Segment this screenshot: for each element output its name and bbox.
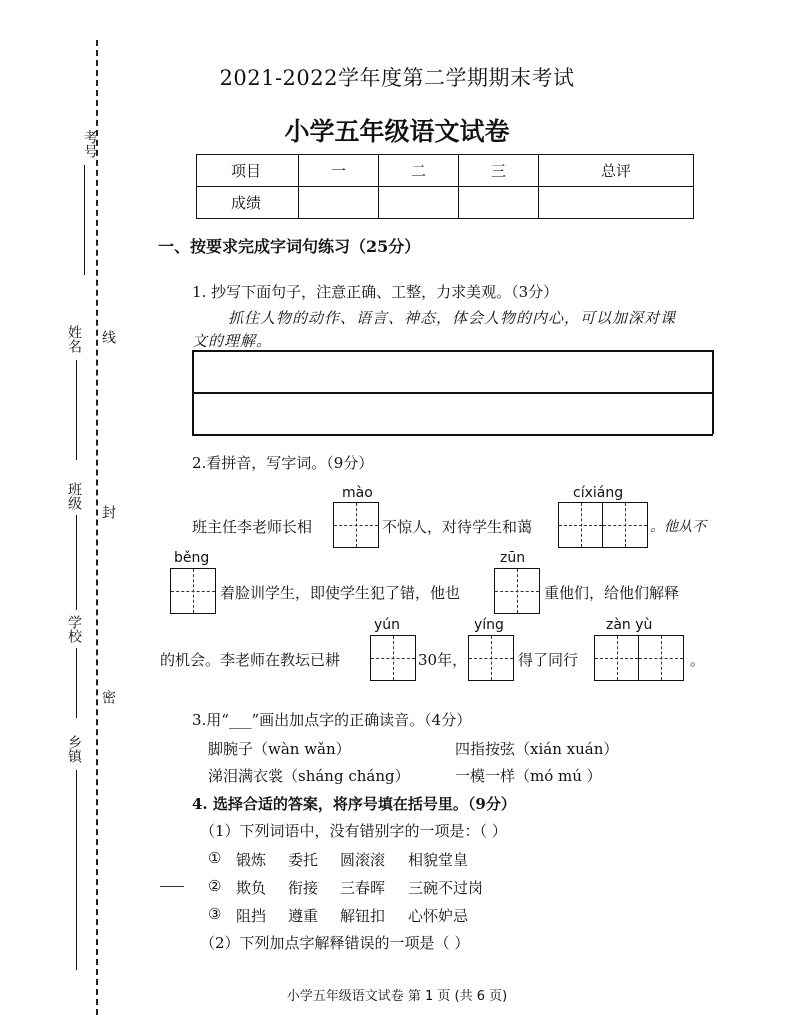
- score-input-cell[interactable]: [539, 187, 694, 219]
- score-table: [196, 154, 694, 219]
- score-input-cell[interactable]: [379, 187, 459, 219]
- q1-sentence-line1: 抓住人物的动作、语言、神态，体会人物的内心，可以加深对课: [228, 309, 677, 327]
- q4-prompt: 4. 选择合适的答案，将序号填在括号里。（9分）: [192, 795, 516, 813]
- section1-heading: 一、按要求完成字词句练习（25分）: [158, 237, 421, 256]
- char-grid-zanyu[interactable]: [594, 635, 684, 681]
- class-label: 班级: [66, 482, 82, 510]
- writing-box-right[interactable]: [712, 350, 714, 434]
- score-table-cell: 一: [299, 155, 379, 187]
- option-word: 委托: [288, 851, 319, 869]
- score-table-cell: 成绩: [197, 187, 299, 219]
- option-word: 欺负: [236, 879, 267, 897]
- school-field[interactable]: [76, 648, 77, 718]
- q2-line1-b: 不惊人，对待学生和蔼: [382, 518, 533, 536]
- writing-line: [192, 350, 713, 352]
- char-grid-ying[interactable]: [468, 635, 514, 681]
- option-word: 三碗不过岗: [408, 879, 484, 897]
- q3-item[interactable]: 涕泪满衣裳（sháng cháng）: [208, 767, 410, 785]
- score-table-cell: 三: [459, 155, 539, 187]
- q4-sub2: （2）下列加点字解释错误的一项是（ ）: [200, 934, 470, 952]
- exam-title: 2021-2022学年度第二学期期末考试: [219, 66, 575, 90]
- option-word: 心怀妒忌: [408, 907, 469, 925]
- q3-item[interactable]: 一模一样（mó mú ）: [455, 767, 602, 785]
- char-grid-zun[interactable]: [494, 568, 540, 614]
- option-word: 遵重: [288, 907, 319, 925]
- seal-mi: 密: [100, 690, 116, 704]
- option-word: 锻炼: [236, 851, 267, 869]
- option-number: ②: [208, 877, 222, 895]
- score-table-cell: 总评: [539, 155, 694, 187]
- q1-sentence-line2: 文的理解。: [192, 332, 273, 350]
- seal-feng: 封: [100, 505, 116, 519]
- option-number: ③: [208, 905, 222, 923]
- pinyin-zanyu: zàn yù: [606, 617, 653, 633]
- score-table-score-row: [197, 187, 694, 219]
- score-table-header-row: [197, 155, 694, 187]
- q2-line2-a: 着脸训学生，即使学生犯了错，他也: [220, 584, 461, 602]
- q2-line2-b: 重他们，给他们解释: [544, 584, 680, 602]
- q2-line1-c: 。他从不: [650, 519, 706, 535]
- char-grid-cixiang[interactable]: [558, 502, 648, 548]
- writing-box-left: [192, 350, 194, 434]
- page-footer: 小学五年级语文试卷 第 1 页 (共 6 页): [286, 989, 508, 1004]
- exam-number-field[interactable]: [84, 165, 85, 275]
- score-input-cell[interactable]: [299, 187, 379, 219]
- option-word: 相貌堂皇: [408, 851, 469, 869]
- q3-prompt: 3.用“___”画出加点字的正确读音。（4分）: [192, 711, 472, 729]
- pinyin-beng: běng: [174, 550, 210, 566]
- q2-prompt: 2.看拼音，写字词。（9分）: [192, 454, 374, 472]
- option-number: ①: [208, 849, 222, 867]
- exam-number-label: 考号: [82, 130, 98, 158]
- town-field[interactable]: [76, 770, 77, 970]
- writing-line: [192, 392, 713, 394]
- q2-line3-a: 的机会。李老师在教坛已耕: [160, 651, 341, 669]
- q3-item[interactable]: 脚腕子（wàn wǎn）: [208, 740, 351, 758]
- option-word: 衔接: [288, 879, 319, 897]
- score-table-cell: 二: [379, 155, 459, 187]
- q2-line3-c: 得了同行: [518, 651, 579, 669]
- pinyin-ying: yíng: [474, 617, 504, 633]
- pinyin-mao: mào: [342, 485, 373, 501]
- char-grid-yun[interactable]: [370, 635, 416, 681]
- score-input-cell[interactable]: [459, 187, 539, 219]
- char-grid-beng[interactable]: [170, 568, 216, 614]
- q2-line1-a: 班主任李老师长相: [192, 518, 313, 536]
- q2-line3-d: 。: [690, 651, 706, 669]
- stray-mark: [160, 886, 184, 887]
- q3-item[interactable]: 四指按弦（xián xuán）: [455, 740, 619, 758]
- pinyin-yun: yún: [374, 617, 401, 633]
- town-label: 乡镇: [66, 735, 82, 763]
- pinyin-cixiang: cíxiáng: [573, 485, 624, 501]
- class-field[interactable]: [76, 515, 77, 610]
- paper-subtitle: 小学五年级语文试卷: [284, 117, 510, 146]
- pinyin-zun: zūn: [500, 550, 526, 566]
- option-word: 圆滚滚: [340, 851, 386, 869]
- option-word: 三春晖: [340, 879, 386, 897]
- writing-line: [192, 434, 713, 436]
- char-grid-mao[interactable]: [333, 502, 379, 548]
- q1-prompt: 1. 抄写下面句子，注意正确、工整，力求美观。（3分）: [192, 283, 559, 301]
- binding-dashed-line: [96, 40, 98, 1015]
- seal-xian: 线: [100, 330, 116, 344]
- name-label: 姓名: [66, 325, 82, 353]
- school-label: 学校: [66, 615, 82, 643]
- option-word: 阻挡: [236, 907, 267, 925]
- score-table-cell: 项目: [197, 155, 299, 187]
- q4-sub1: （1）下列词语中，没有错别字的一项是：（ ）: [200, 822, 507, 840]
- q2-line3-b: 30年，: [418, 651, 468, 669]
- name-field[interactable]: [76, 360, 77, 460]
- option-word: 解钮扣: [340, 907, 386, 925]
